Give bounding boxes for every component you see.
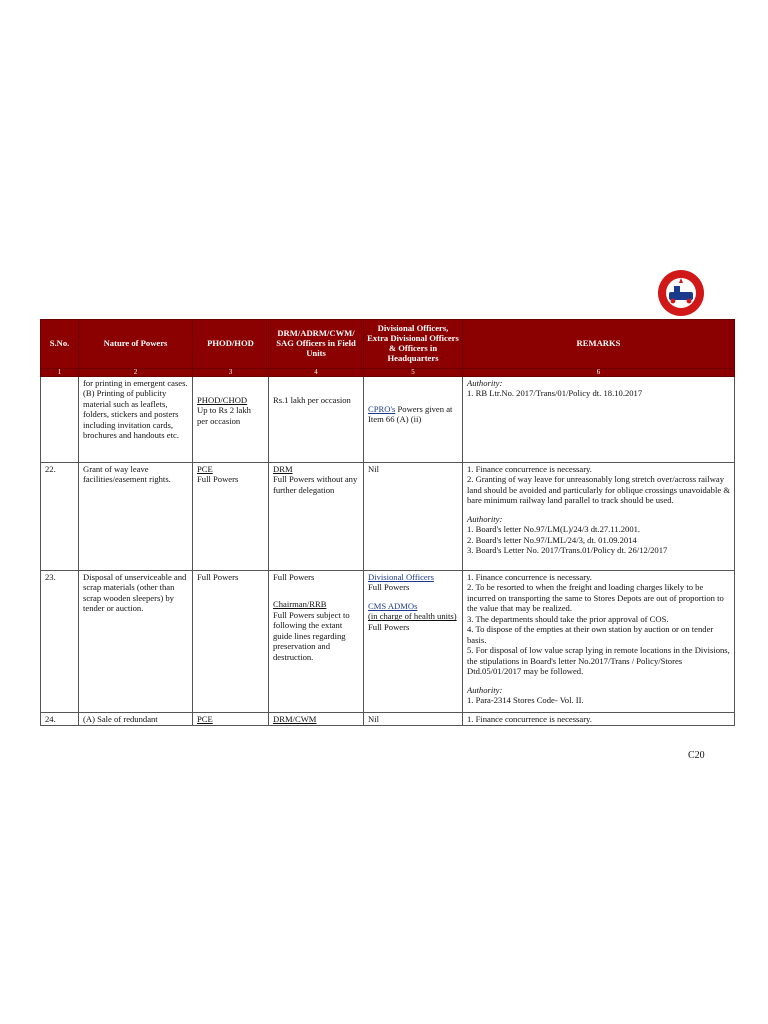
nature-text: for printing in emergent cases. <box>83 378 188 388</box>
nature-cell <box>79 377 193 463</box>
phod-text: Up to Rs 2 lakh per occasion <box>197 405 251 426</box>
phod-heading: PHOD/CHOD <box>197 395 248 405</box>
remark-item: 1. Finance concurrence is necessary. <box>467 572 592 582</box>
page-number: C20 <box>688 750 705 761</box>
table-row <box>41 463 735 571</box>
authority-label: Authority: <box>467 378 503 388</box>
drm-text: Full Powers without any further delegation <box>273 474 358 495</box>
remark-item: 4. To dispose of the empties at their own station by auction or on tender basis. <box>467 624 714 645</box>
header-divisional-officers: Divisional Officers, Extra Divisional Officers & Officers in Headquarters <box>364 320 463 369</box>
drm-cell <box>269 463 364 571</box>
remark-item: 2. Granting of way leave for unreasonably long stretch over/across railway land should be avoided and particularly for oblique crossings unavoidable & bare minimum railway land parallel to track should be used. <box>467 474 730 506</box>
authority-text: 1. Para-2314 Stores Code- Vol. II. <box>467 695 584 706</box>
drm-text: Full Powers <box>273 572 315 582</box>
column-number: 1 <box>41 369 79 377</box>
phod-cell <box>193 463 269 571</box>
remarks-cell <box>463 377 735 463</box>
div-cell: Nil <box>364 463 463 571</box>
sno-cell: 23. <box>41 571 79 713</box>
column-number: 2 <box>79 369 193 377</box>
sno-cell <box>41 377 79 463</box>
indian-railways-logo-icon <box>656 268 706 318</box>
drm-text: Full Powers subject to following the extant guide lines regarding preservation and destruction. <box>273 609 350 662</box>
sno-cell: 22. <box>41 463 79 571</box>
authority-text: 3. Board's Letter No. 2017/Trans.01/Policy dt. 26/12/2017 <box>467 545 668 556</box>
drm-heading: DRM/CWM <box>273 714 317 724</box>
remark-item: 5. For disposal of low value scrap lying in remote locations in the Divisions, the stipulations in Board's letter No.2017/Trans / Policy/Stores Dtd.05/01/2017 may be followed. <box>467 645 730 677</box>
table-header-row <box>41 320 735 369</box>
divisional-officers-link[interactable]: Divisional Officers <box>368 572 434 582</box>
table-row <box>41 713 735 726</box>
div-cell <box>364 571 463 713</box>
div-subheading: (in charge of health units) <box>368 611 457 622</box>
drm-heading: DRM <box>273 464 293 474</box>
remark-item: 3. The departments should take the prior approval of COS. <box>467 613 669 624</box>
authority-label: Authority: <box>467 684 503 695</box>
phod-cell <box>193 713 269 726</box>
drm-text: Rs.1 lakh per occasion <box>273 395 351 405</box>
sno-cell: 24. <box>41 713 79 726</box>
phod-heading: PCE <box>197 464 213 474</box>
remarks-cell: 1. Finance concurrence is necessary. <box>463 713 735 726</box>
remark-item: 1. Finance concurrence is necessary. <box>467 464 592 474</box>
table-row <box>41 377 735 463</box>
column-number: 5 <box>364 369 463 377</box>
authority-text: 1. RB Ltr.No. 2017/Trans/01/Policy dt. 18.10.2017 <box>467 388 643 399</box>
drm-heading: Chairman/RRB <box>273 599 327 610</box>
column-number: 4 <box>269 369 364 377</box>
nature-cell: Disposal of unserviceable and scrap materials (other than scrap wooden sleepers) by tender or auction. <box>79 571 193 713</box>
cpro-link[interactable]: CPRO's <box>368 404 396 414</box>
div-text: Full Powers <box>368 582 410 593</box>
drm-cell <box>269 713 364 726</box>
header-nature-of-powers: Nature of Powers <box>79 320 193 369</box>
div-text: Full Powers <box>368 621 410 632</box>
nature-cell: Grant of way leave facilities/easement rights. <box>79 463 193 571</box>
table-row <box>41 571 735 713</box>
column-number: 6 <box>463 369 735 377</box>
div-text: Powers given at Item 66 (A) (ii) <box>368 404 453 425</box>
authority-label: Authority: <box>467 513 503 524</box>
delegation-of-powers-table <box>40 319 735 726</box>
authority-text: 2. Board's letter No.97/LML/24/3, dt. 01.09.2014 <box>467 534 637 545</box>
div-cell: Nil <box>364 713 463 726</box>
header-sno: S.No. <box>41 320 79 369</box>
remarks-cell <box>463 571 735 713</box>
column-number: 3 <box>193 369 269 377</box>
header-remarks: REMARKS <box>463 320 735 369</box>
phod-cell: Full Powers <box>193 571 269 713</box>
nature-text: (B) Printing of publicity material such as leaflets, folders, stickers and posters including invitation cards, brochures and handouts etc. <box>83 388 179 441</box>
remark-item: 2. To be resorted to when the freight and loading charges likely to be incurred on transporting the same to Stores Depots are out of proportion to the value that may be realized. <box>467 582 724 614</box>
authority-text: 1. Board's letter No.97/LM(L)/24/3 dt.27.11.2001. <box>467 524 641 535</box>
phod-cell <box>193 377 269 463</box>
drm-cell <box>269 377 364 463</box>
header-drm: DRM/ADRM/CWM/ SAG Officers in Field Units <box>269 320 364 369</box>
phod-heading: PCE <box>197 714 213 724</box>
phod-text: Full Powers <box>197 474 239 485</box>
cms-admos-link[interactable]: CMS ADMOs <box>368 600 418 611</box>
column-number-row <box>41 369 735 377</box>
remarks-cell <box>463 463 735 571</box>
div-cell <box>364 377 463 463</box>
header-phod-hod: PHOD/HOD <box>193 320 269 369</box>
nature-cell: (A) Sale of redundant <box>79 713 193 726</box>
drm-cell <box>269 571 364 713</box>
